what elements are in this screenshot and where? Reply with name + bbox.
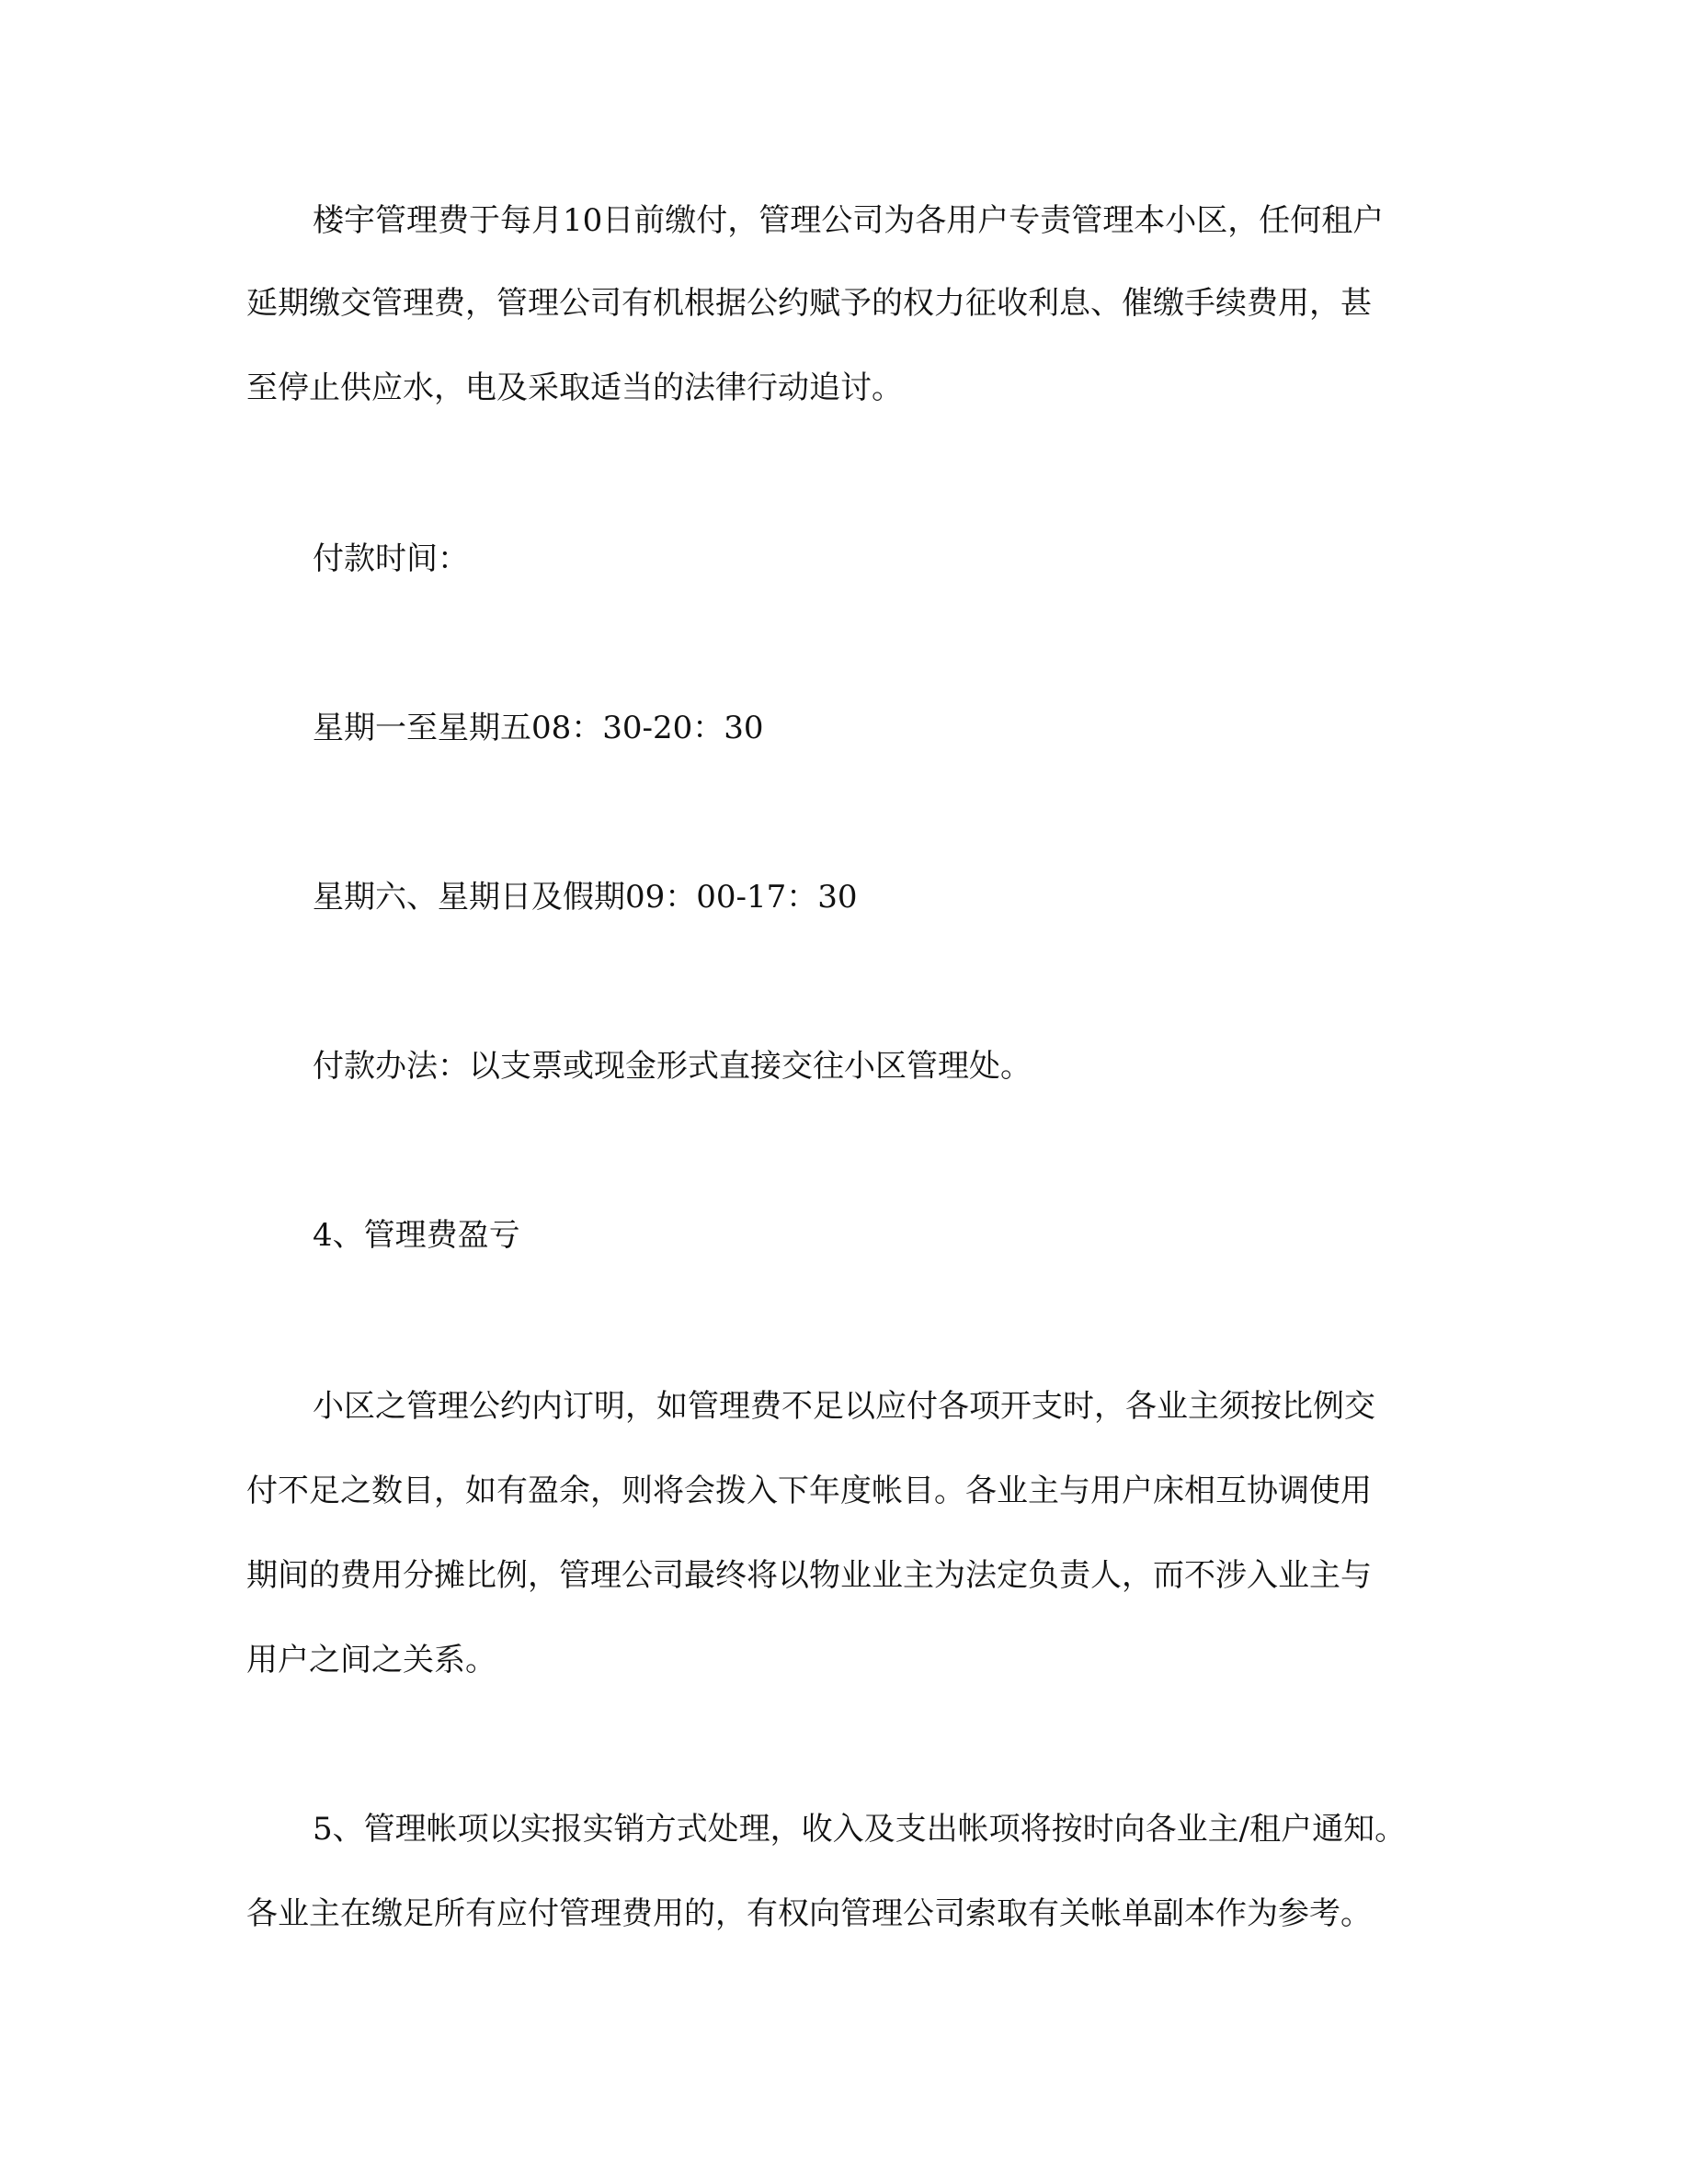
weekday-hours: 星期一至星期五08：30-20：30 [313, 710, 764, 746]
payment-method: 付款办法：以支票或现金形式直接交往小区管理处。 [313, 1048, 1032, 1085]
paragraph-1-line-2: 延期缴交管理费，管理公司有机根据公约赋予的权力征收利息、催缴手续费用，甚 [246, 285, 1372, 322]
paragraph-2-line-2: 付不足之数目，如有盈余，则将会拨入下年度帐目。各业主与用户床相互协调使用 [246, 1473, 1372, 1509]
weekend-hours: 星期六、星期日及假期09：00-17：30 [313, 879, 858, 916]
paragraph-2-line-1: 小区之管理公约内订明，如管理费不足以应付各项开支时，各业主须按比例交 [313, 1388, 1375, 1425]
paragraph-2-line-3: 期间的费用分摊比例，管理公司最终将以物业业主为法定负责人，而不涉入业主与 [246, 1557, 1372, 1594]
paragraph-1-line-1: 楼宇管理费于每月10日前缴付，管理公司为各用户专责管理本小区，任何租户 [313, 202, 1385, 239]
paragraph-3-line-2: 各业主在缴足所有应付管理费用的，有权向管理公司索取有关帐单副本作为参考。 [246, 1895, 1372, 1932]
payment-time-heading: 付款时间： [313, 540, 469, 577]
paragraph-1-line-3: 至停止供应水，电及采取适当的法律行动追讨。 [246, 370, 903, 406]
paragraph-2-line-4: 用户之间之关系。 [246, 1642, 496, 1678]
paragraph-3-line-1: 5、管理帐项以实报实销方式处理，收入及支出帐项将按时向各业主/租户通知。 [313, 1811, 1407, 1848]
section-4-heading: 4、管理费盈亏 [313, 1217, 520, 1254]
